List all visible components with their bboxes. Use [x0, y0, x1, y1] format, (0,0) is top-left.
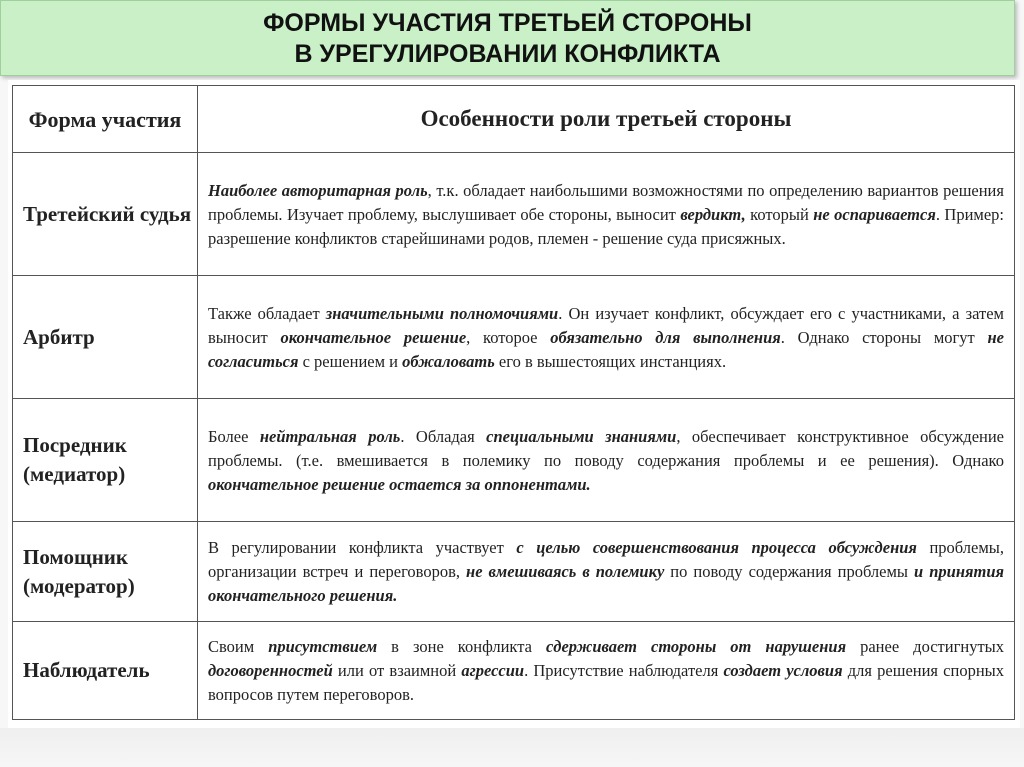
table-row — [13, 522, 1015, 622]
row-description — [198, 153, 1015, 276]
plain-text: , обеспечивает конструктивное обсуждение проблемы. (т.е. вмешивается в полемику по поводу содержания проблемы и ее решения). Однако — [208, 426, 1005, 470]
emphasis-text: создает условия — [723, 661, 843, 680]
title-line-2: В УРЕГУЛИРОВАНИИ КОНФЛИКТА — [294, 40, 721, 68]
plain-text: ранее достигнутых — [846, 637, 1004, 656]
emphasis-text: не вмешиваясь в полемику — [466, 562, 665, 581]
bottom-shade — [0, 728, 1024, 767]
plain-text: В регулировании конфликта участвует — [208, 538, 517, 557]
table-row — [13, 153, 1015, 276]
emphasis-text: вердикт, — [680, 204, 746, 224]
plain-text: . Пример: разрешение конфликтов старейшинами родов, племен - решение суда присяжных. — [208, 204, 1004, 248]
row-description-text — [208, 178, 1004, 251]
emphasis-text: значительными полномочиями — [325, 303, 559, 323]
plain-text: в зоне конфликта — [377, 637, 546, 656]
emphasis-text: окончательное решение — [280, 327, 467, 347]
emphasis-text: обжаловать — [402, 351, 495, 371]
row-description-text — [208, 535, 1004, 608]
title-line-1: ФОРМЫ УЧАСТИЯ ТРЕТЬЕЙ СТОРОНЫ — [263, 9, 752, 37]
plain-text: его в вышестоящих инстанциях. — [494, 351, 727, 371]
row-name: Наблюдатель — [13, 622, 198, 720]
roles-table — [12, 85, 1015, 720]
emphasis-text: присутствием — [268, 637, 378, 656]
plain-text: проблемы, организации встреч и переговоров, — [208, 538, 1004, 581]
plain-text: . Однако стороны могут — [780, 327, 988, 347]
emphasis-text: агрессии — [461, 661, 525, 680]
emphasis-text: не оспаривается — [813, 204, 936, 224]
row-name: Арбитр — [13, 276, 198, 399]
table-sheet — [8, 80, 1020, 728]
plain-text: по поводу содержания проблемы — [664, 562, 915, 581]
plain-text: Также обладает — [208, 303, 326, 323]
plain-text: , которое — [466, 327, 551, 347]
row-description — [198, 399, 1015, 522]
emphasis-text: специальными знаниями — [486, 426, 677, 446]
row-name: Посредник (медиатор) — [13, 399, 198, 522]
emphasis-text: окончательное решение остается за оппонентами. — [208, 474, 591, 494]
header-form: Форма участия — [13, 86, 198, 153]
plain-text: с решением и — [298, 351, 403, 371]
table-row — [13, 399, 1015, 522]
plain-text: . Обладая — [400, 426, 487, 446]
plain-text: . Присутствие наблюдателя — [524, 661, 724, 680]
plain-text: , т.к. обладает наибольшими возможностями по определению вариантов решения проблемы. Изучает проблему, выслушивает обе стороны, выносит — [208, 180, 1004, 224]
row-description — [198, 276, 1015, 399]
plain-text: который — [745, 204, 814, 224]
emphasis-text: Наиболее авторитарная роль — [208, 180, 428, 200]
row-description — [198, 522, 1015, 622]
table-row — [13, 622, 1015, 720]
slide-title — [0, 0, 1015, 76]
row-description — [198, 622, 1015, 720]
plain-text: Более — [208, 426, 260, 446]
emphasis-text: сдерживает стороны от нарушения — [545, 637, 847, 656]
plain-text: . Он изучает конфликт, обсуждает его с участниками, а затем выносит — [208, 303, 1004, 347]
plain-text: для решения спорных вопросов путем переговоров. — [208, 661, 1005, 704]
table-row — [13, 276, 1015, 399]
emphasis-text: нейтральная роль — [259, 426, 401, 446]
emphasis-text: не согласиться — [208, 327, 1004, 371]
table-header-row — [13, 86, 1015, 153]
plain-text: или от взаимной — [332, 661, 462, 680]
plain-text: Своим — [208, 637, 269, 656]
row-description-text — [208, 424, 1004, 497]
row-name: Помощник (модератор) — [13, 522, 198, 622]
row-description-text — [208, 634, 1004, 707]
emphasis-text: с целью совершенствования процесса обсуждения — [516, 538, 917, 557]
row-description-text — [208, 301, 1004, 374]
emphasis-text: и принятия окончательного решения. — [208, 562, 1005, 605]
emphasis-text: договоренностей — [208, 661, 333, 680]
emphasis-text: обязательно для выполнения — [550, 327, 781, 347]
row-name: Третейский судья — [13, 153, 198, 276]
header-features: Особенности роли третьей стороны — [198, 86, 1015, 153]
